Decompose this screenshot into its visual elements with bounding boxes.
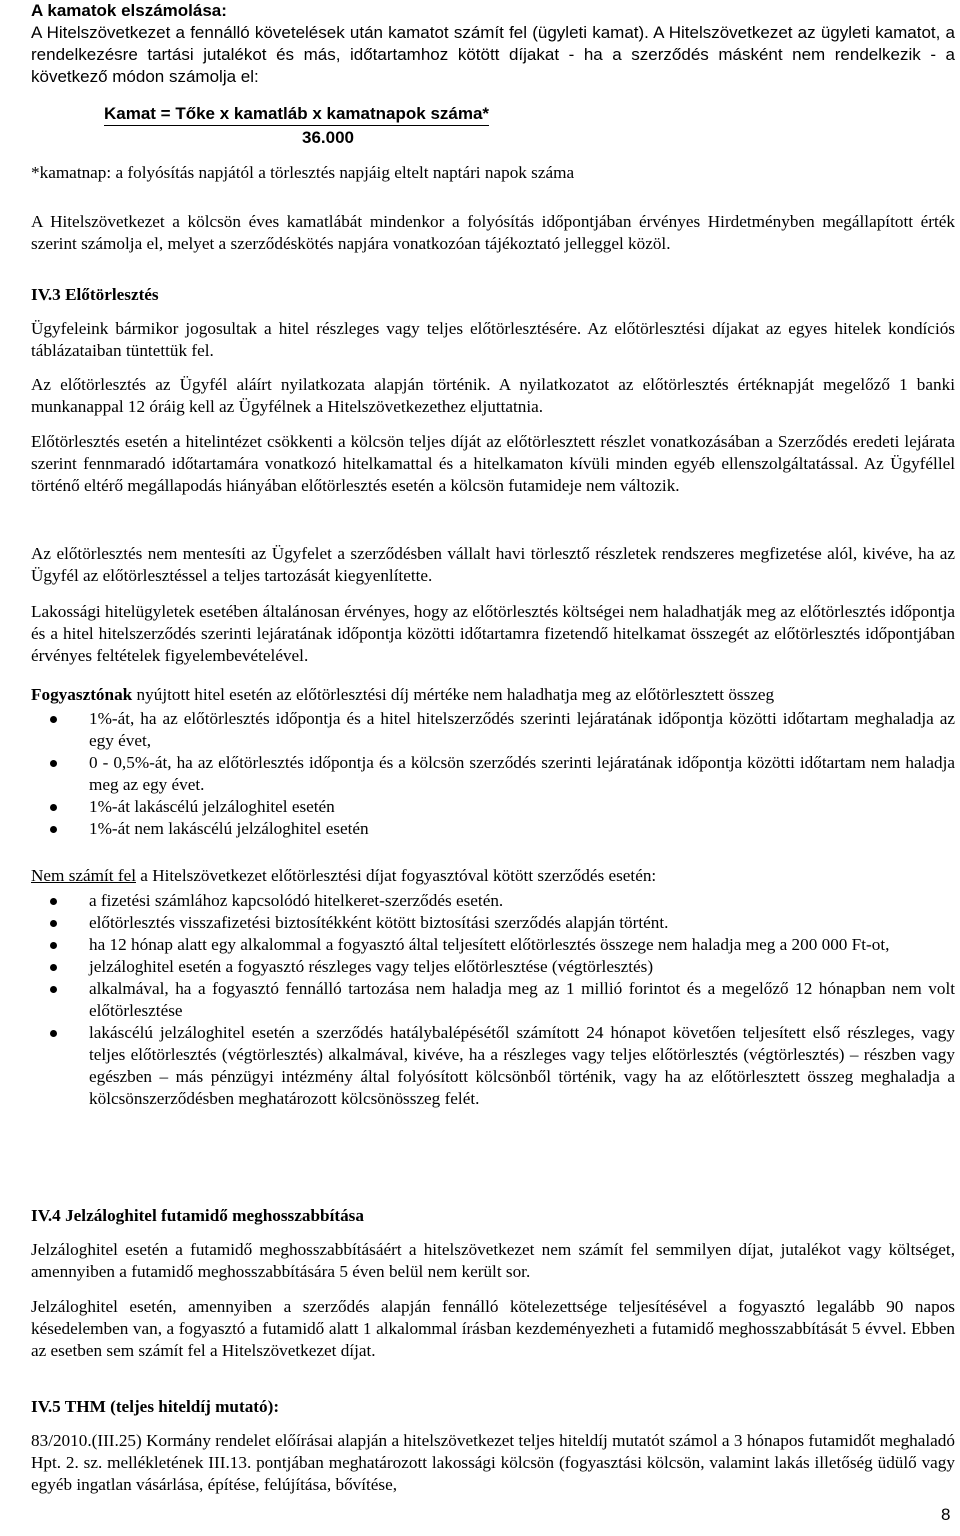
heading-iv3: IV.3 Előtörlesztés [31, 285, 159, 304]
list-item: a fizetési számlához kapcsolódó hitelkeret-szerződés esetén. [31, 890, 955, 912]
list-item: 1%-át, ha az előtörlesztés időpontja és a hitel hitelszerződés szerinti lejáratának időpontja közötti időtartam meghaladja az egy évet, [31, 708, 955, 752]
section-title-kamat: A kamatok elszámolása: [31, 1, 227, 20]
formula-denominator: 36.000 [302, 128, 354, 147]
fogyasztonak-bold: Fogyasztónak [31, 685, 133, 704]
heading-iv5: IV.5 THM (teljes hiteldíj mutató): [31, 1397, 280, 1416]
iv5-paragraph-1: 83/2010.(III.25) Kormány rendelet előírásai alapján a hitelszövetkezet teljes hiteldíj mutatót számol a 3 hónapos futamidőt meghaladó Hpt. 2. sz. mellékletének III.13. pontjában meghatározott lakossági kölcsön (fogyasztási kölcsön, valamint lakás illetőség üdülő vagy egyéb ingatlan vásárlása, építése, felújítása, bővítése, [31, 1431, 955, 1494]
bullet-icon [50, 964, 57, 971]
bullet-icon [50, 942, 57, 949]
bullet-icon [50, 1030, 57, 1037]
bullet-icon [50, 986, 57, 993]
iv4-paragraph-2: Jelzáloghitel esetén, amennyiben a szerződés alapján fennálló kötelezettsége teljesítésével a fogyasztó legalább 90 napos késedelemben van, a fogyasztó a futamidő alatt 1 alkalommal írásban kezdeményezheti a futamidő meghosszabbítását 5 évvel. Ebben az esetben sem számít fel a Hitelszövetkezet díjat. [31, 1297, 955, 1360]
iv3-paragraph-5: Lakossági hitelügyletek esetében általánosan érvényes, hogy az előtörlesztés költségei nem haladhatják meg az előtörlesztés időpontja és a hitel hitelszerződés szerinti lejáratának időpontja közötti időtartamra fizetendő hitelkamat összegét az előtörlesztés időpontjában érvényes feltételek figyelembevételével. [31, 602, 955, 665]
interest-formula [104, 104, 489, 126]
bullet-icon [50, 804, 57, 811]
formula-numerator: Kamat = Tőke x kamatláb x kamatnapok száma* [104, 104, 489, 126]
iv3-paragraph-6 [31, 684, 955, 706]
bullet-icon [50, 898, 57, 905]
bullet-icon [50, 716, 57, 723]
bullet-icon [50, 760, 57, 767]
fee-limit-list [31, 708, 955, 840]
list-item: 0 - 0,5%-át, ha az előtörlesztés időpontja és a kölcsön szerződés szerinti lejáratának időpontja közötti időtartam nem haladja meg az egy évet. [31, 752, 955, 796]
kamatnap-footnote: *kamatnap: a folyósítás napjától a törlesztés napjáig eltelt naptári napok száma [31, 163, 575, 182]
list-item: ha 12 hónap alatt egy alkalommal a fogyasztó által teljesített előtörlesztés összege nem haladja meg a 200 000 Ft-ot, [31, 934, 955, 956]
fogyasztonak-rest: nyújtott hitel esetén az előtörlesztési díj mértéke nem haladhatja meg az előtörlesztett összeg [132, 685, 775, 704]
list-item: 1%-át nem lakáscélú jelzáloghitel esetén [31, 818, 955, 840]
fee-exemption-list [31, 890, 955, 1110]
list-item: lakáscélú jelzáloghitel esetén a szerződés hatálybalépésétől számított 24 hónapot követően teljesített első részleges, vagy teljes előtörlesztés (végtörlesztés) alkalmával, kivéve, ha a részleges vagy teljes előtörlesztés (végtörlesztés) – részben vagy egészben – más pénzügyi intézmény által folyósított kölcsönből történik, vagy ha az előtörlesztett összeg meghaladja a kölcsönszerződésben meghatározott kölcsönösszeg felét. [31, 1022, 955, 1110]
heading-iv4: IV.4 Jelzáloghitel futamidő meghosszabbítása [31, 1206, 364, 1225]
iv3-paragraph-1: Ügyfeleink bármikor jogosultak a hitel részleges vagy teljes előtörlesztésére. Az előtörlesztési díjakat az egyes hitelek kondíciós táblázataiban tüntettük fel. [31, 319, 955, 360]
iv3-paragraph-2: Az előtörlesztés az Ügyfél aláírt nyilatkozata alapján történik. A nyilatkozatot az előtörlesztés értéknapját megelőző 1 banki munkanappal 12 óráig kell az Ügyfélnek a Hitelszövetkezethez eljuttatnia. [31, 375, 955, 416]
page-number: 8 [941, 1505, 951, 1524]
kamat-paragraph-1: A Hitelszövetkezet a fennálló követelések után kamatot számít fel (ügyleti kamat). A Hitelszövetkezet az ügyleti kamatot, a rendelkezésre tartási jutalékot és más, időtartamhoz kötött díjakat - ha a szerződés másként nem rendelkezik - a következő módon számolja el: [31, 23, 955, 86]
iv3-paragraph-3: Előtörlesztés esetén a hitelintézet csökkenti a kölcsön teljes díját az előtörlesztett részlet vonatkozásában a Szerződés eredeti lejárata szerint fennmaradó időtartamára vonatkozó hitelkamattal és a hitelkamaton kívüli minden egyéb ellenszolgáltatással. Az Ügyféllel történő eltérő megállapodás hiányában előtörlesztés esetén a kölcsön futamideje nem változik. [31, 432, 955, 495]
nem-szamit-fel-rest: a Hitelszövetkezet előtörlesztési díjat fogyasztóval kötött szerződés esetén: [136, 866, 657, 885]
nem-szamit-fel-underline: Nem számít fel [31, 866, 136, 885]
list-item: alkalmával, ha a fogyasztó fennálló tartozása nem haladja meg az 1 millió forintot és a megelőző 12 hónapban nem volt előtörlesztése [31, 978, 955, 1022]
list-item: 1%-át lakáscélú jelzáloghitel esetén [31, 796, 955, 818]
list-item: jelzáloghitel esetén a fogyasztó részleges vagy teljes előtörlesztése (végtörlesztés) [31, 956, 955, 978]
list-item: előtörlesztés visszafizetési biztosítékként kötött biztosítási szerződés alapján történt. [31, 912, 955, 934]
kamat-paragraph-2: A Hitelszövetkezet a kölcsön éves kamatlábát mindenkor a folyósítás időpontjában érvényes Hirdetményben megállapított érték szerint számolja el, melyet a szerződéskötés napjára vonatkozóan tájékoztató jelleggel közöl. [31, 212, 955, 253]
iv3-paragraph-7 [31, 865, 955, 887]
bullet-icon [50, 826, 57, 833]
bullet-icon [50, 920, 57, 927]
iv4-paragraph-1: Jelzáloghitel esetén a futamidő meghosszabbításáért a hitelszövetkezet nem számít fel semmilyen díjat, jutalékot vagy költséget, amennyiben a futamidő meghosszabbítására 5 éven belül nem került sor. [31, 1240, 955, 1281]
iv3-paragraph-4: Az előtörlesztés nem mentesíti az Ügyfelet a szerződésben vállalt havi törlesztő részletek rendszeres megfizetése alól, kivéve, ha az Ügyfél az előtörlesztéssel a teljes tartozását kiegyenlítette. [31, 544, 955, 585]
